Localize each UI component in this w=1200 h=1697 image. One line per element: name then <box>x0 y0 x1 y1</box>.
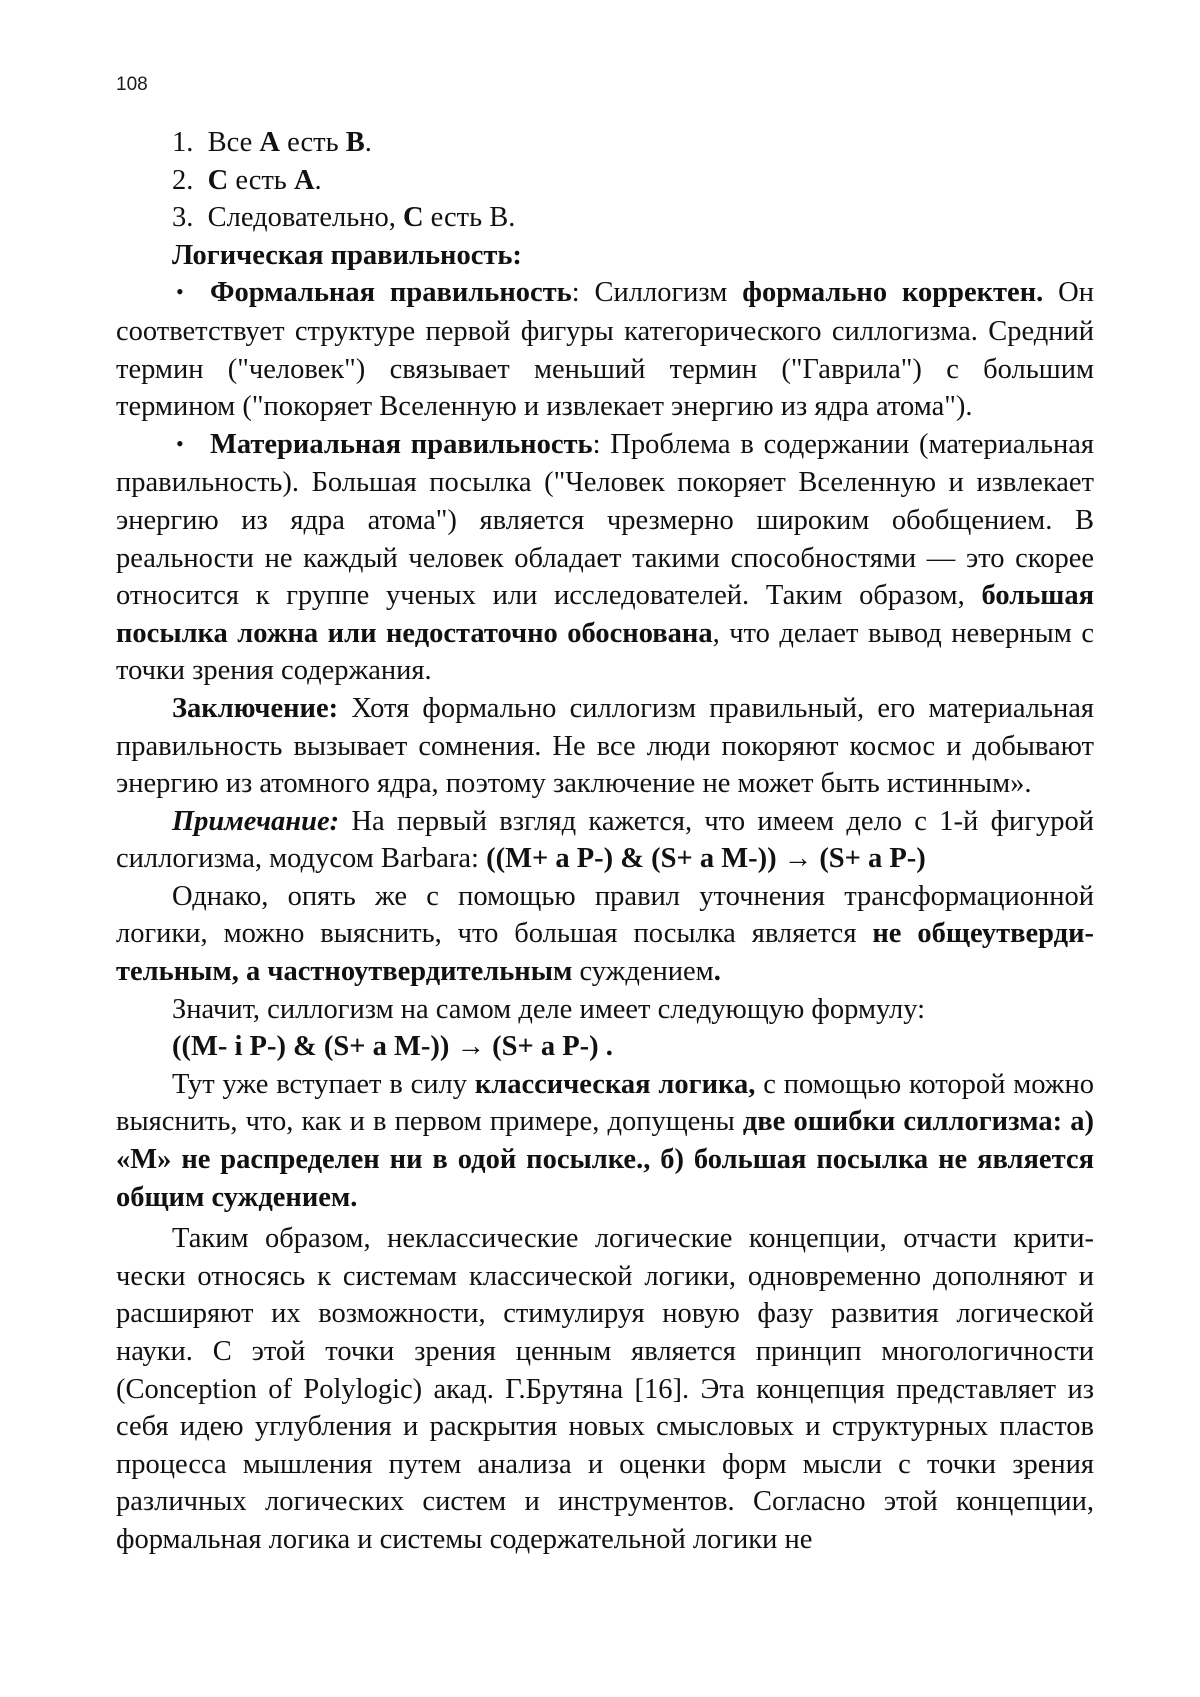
material-correctness-bullet: •Материальная правильность: Проблема в содержании (материальная правильность). Большая посылка ("Человек покоряет Вселенную и извлекает энергию из ядра атома") является чрезмерно широким обобщением. В реальности не каждый человек обладает такими способностями — это скорее относится к группе ученых или исследователей. Таким образом, большая посылка ложна или недостаточно обоснована, что делает вывод неверным с точки зрения содержания. <box>116 426 1094 690</box>
formula-line: ((M- i P-) & (S+ a M-)) → (S+ a P-) . <box>172 1031 613 1063</box>
page-body <box>116 124 1094 1559</box>
list-item-3: 3. Следовательно, С есть В. <box>172 202 516 234</box>
bullet-icon <box>172 426 210 465</box>
conclusion-paragraph: Заключение: Хотя формально силлогизм правильный, его материальная правильность вызывает сомнения. Не все люди покоряют космос и добывают энергию из атомного ядра, поэтому заключение не может быть истинным». <box>116 692 1094 800</box>
note-paragraph: Примечание: На первый взгляд кажется, что имеем дело с 1-й фигурой силлогизма, модусом Barbara: ((M+ a P-) & (S+ a M-)) → (S+ a P-) <box>116 805 1094 875</box>
formal-correctness-bullet: •Формальная правильность: Силлогизм формально корректен. Он соответствует структуре первой фигуры категорического силлогизма. Средний термин ("человек") связывает меньший термин ("Гаврила") с большим термином ("покоряет Вселенную и извлекает энергию из ядра атома"). <box>116 274 1094 425</box>
means-paragraph: Значит, силлогизм на самом деле имеет следующую формулу: <box>172 993 926 1025</box>
classical-logic-paragraph: Тут уже вступает в силу классическая логика, с помощью которой можно выяснить, что, как и в первом примере, допущены две ошибки силлогизма: а) «М» не распределен ни в одой посылке., б) большая посылка не является общим суждением. <box>116 1068 1094 1213</box>
final-paragraph: Таким образом, неклассические логические концепции, отчасти критически относясь к системам классической логики, одновременно дополняют и расширяют их возможности, стимулируя новую фазу развития логической науки. С этой точки зрения ценным является принцип многологичности (Conception of Polylogic) акад. Г.Брутяна [16]. Эта концепция представляет из себя идею углубления и раскрытия новых смысловых и структурных пластов процесса мышления путем анализа и оценки форм мысли с точки зрения различных логических систем и инструментов. Согласно этой концепции, формальная логика и системы содержательной логики не <box>116 1223 1094 1555</box>
logic-heading: Логическая правильность: <box>172 239 522 271</box>
list-item-1: 1. Все А есть В. <box>172 127 372 158</box>
however-paragraph: Однако, опять же с помощью правил уточнения трансформационной логики, можно выяснить, что большая посылка является не общеутвердительным, а частноутвердительным суждением. <box>116 880 1094 988</box>
list-item-2: 2. С есть А. <box>172 164 322 196</box>
page-number: 108 <box>116 74 148 95</box>
bullet-icon <box>172 274 210 313</box>
